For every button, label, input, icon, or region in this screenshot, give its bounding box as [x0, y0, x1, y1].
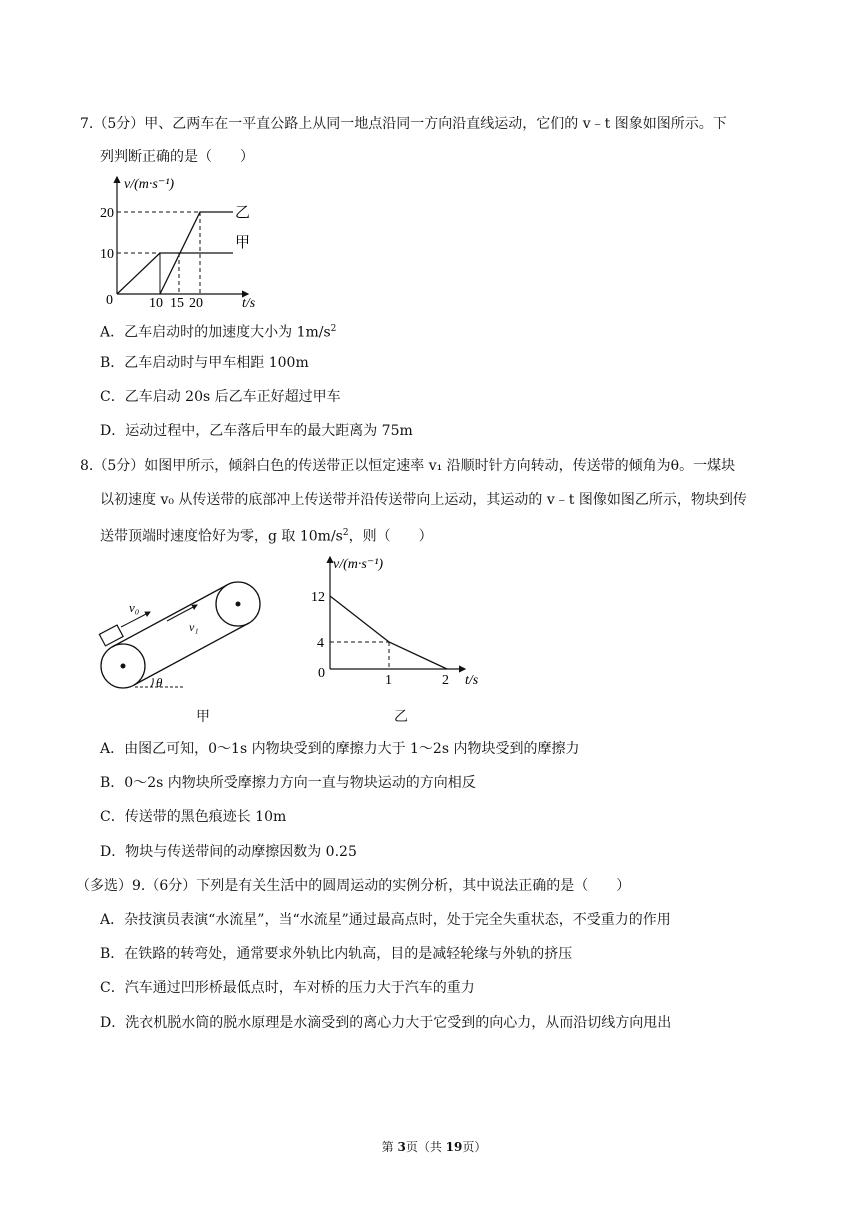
q7-option-c: C．乙车启动 20s 后乙车正好超过甲车: [100, 389, 341, 405]
q8-ytick-4: 4: [317, 636, 324, 651]
v1-label: v₁: [189, 620, 199, 634]
q7-label-yi: 乙: [235, 205, 251, 221]
q7-ylabel: v/(m·s⁻¹): [124, 177, 175, 192]
q7-xtick-15: 15: [170, 296, 184, 311]
q7-ytick-20: 20: [100, 206, 114, 221]
v1-arrow: [167, 605, 197, 621]
page-footer: 第 3页（共 19页）: [381, 1140, 487, 1154]
q8-xlabel: t/s: [465, 673, 479, 688]
q8-ylabel: v/(m·s⁻¹): [333, 557, 384, 572]
q8-vt-graph: [305, 552, 495, 692]
q9-option-b: B．在铁路的转弯处，通常要求外轨比内轨高，目的是减轻轮缘与外轨的挤压: [100, 946, 573, 962]
belt-top: [112, 585, 227, 647]
q7-xtick-10: 10: [149, 296, 163, 311]
q8-xtick-1: 1: [385, 673, 392, 688]
q7-stem-line2: 列判断正确的是（ ）: [100, 149, 254, 165]
q7-option-a: A．乙车启动时的加速度大小为 $1m/s^2$: [100, 324, 337, 341]
q7-origin: 0: [106, 293, 113, 308]
q9-stem: （多选）9.（6分）下列是有关生活中的圆周运动的实例分析，其中说法正确的是（ ）: [76, 878, 631, 894]
q8-option-d: D．物块与传送带间的动摩擦因数为 0.25: [100, 844, 357, 860]
q9-option-a: A．杂技演员表演“水流星”，当“水流星”通过最高点时，处于完全失重状态，不受重力的作用: [100, 912, 671, 928]
page-number: 3: [397, 1140, 406, 1154]
q7-line-jia: [117, 253, 233, 294]
page-total: 19: [445, 1140, 463, 1154]
fig-jia-caption: 甲: [196, 709, 210, 725]
q8-stem-line2: 以初速度 v₀ 从传送带的底部冲上传送带并沿传送带向上运动，其运动的 v﹣t 图像如图乙所示，物块到传: [100, 492, 747, 508]
q8-stem-line1: 8.（5分）如图甲所示，倾斜白色的传送带正以恒定速率 v₁ 沿顺时针方向转动，传送带的倾角为θ。一煤块: [80, 458, 736, 474]
q7-stem-line1: 7.（5分）甲、乙两车在一平直公路上从同一地点沿同一方向沿直线运动，它们的 v﹣t 图象如图所示。下: [80, 116, 727, 132]
q7-option-b: B．乙车启动时与甲车相距 100m: [100, 355, 309, 371]
q7-label-jia: 甲: [235, 235, 251, 251]
fig-yi-caption: 乙: [394, 709, 408, 725]
v0-label: v₀: [129, 600, 140, 615]
theta-label: θ: [156, 675, 163, 690]
q8-origin: 0: [318, 666, 325, 681]
q7-xtick-20: 20: [189, 296, 203, 311]
q7-vt-graph: [100, 172, 270, 312]
q9-option-c: C．汽车通过凹形桥最低点时，车对桥的压力大于汽车的重力: [100, 980, 475, 996]
q8-stem-line3: 送带顶端时速度恰好为零，g 取 $10m/s^2$，则（ ）: [100, 528, 433, 545]
q8-option-a: A．由图乙可知，0～1s 内物块受到的摩擦力大于 1～2s 内物块受到的摩擦力: [100, 741, 580, 757]
q8-xtick-2: 2: [442, 673, 449, 688]
q7-xlabel: t/s: [242, 296, 256, 311]
q8-option-b: B．0～2s 内物块所受摩擦力方向一直与物块运动的方向相反: [100, 775, 476, 791]
q8-conveyor-figure: [95, 575, 275, 695]
q9-option-d: D．洗衣机脱水筒的脱水原理是水滴受到的离心力大于它受到的向心力，从而沿切线方向甩出: [100, 1015, 672, 1031]
q7-option-d: D．运动过程中，乙车落后甲车的最大距离为 75m: [100, 423, 413, 439]
q7-ytick-10: 10: [100, 247, 114, 262]
q8-option-c: C．传送带的黑色痕迹长 10m: [100, 809, 287, 825]
q8-ytick-12: 12: [311, 590, 325, 605]
